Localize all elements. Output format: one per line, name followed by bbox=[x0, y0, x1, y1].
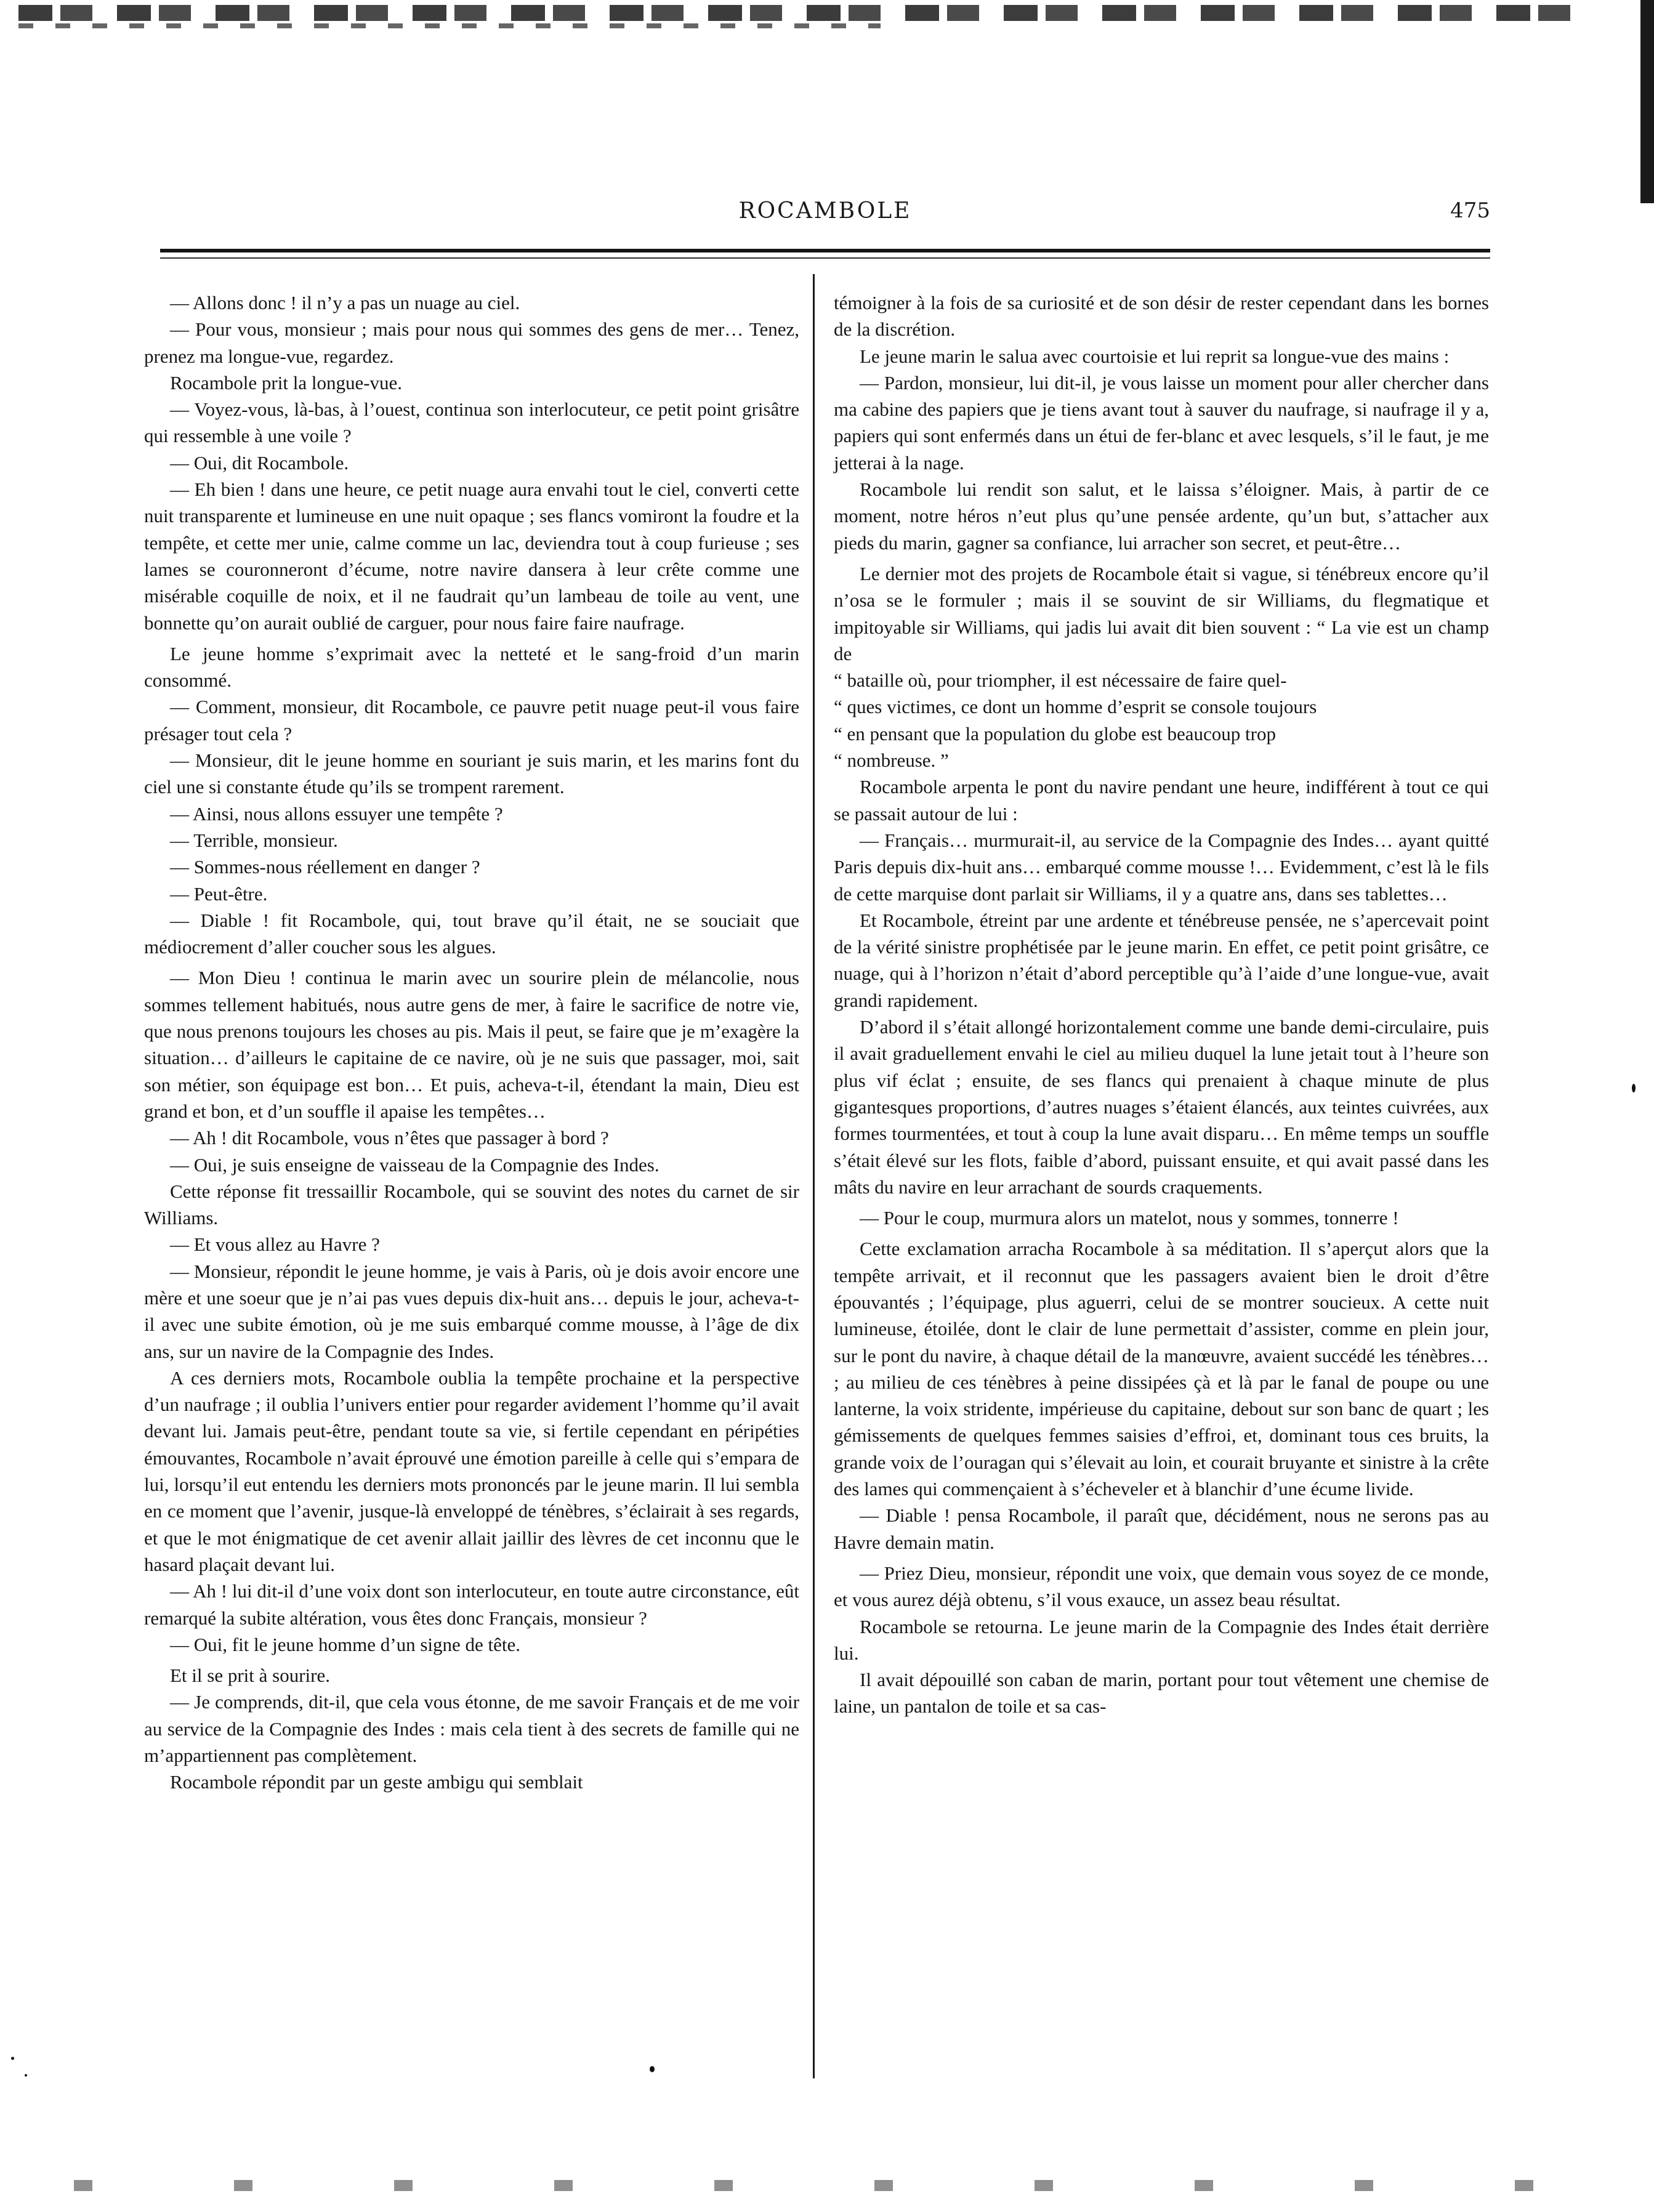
quote-line: “ nombreuse. ” bbox=[834, 749, 949, 772]
running-title: ROCAMBOLE bbox=[738, 198, 912, 224]
scan-right-edge-artifact bbox=[1640, 0, 1654, 203]
paragraph: — Diable ! fit Rocambole, qui, tout brave qu’il était, ne se souciait que médiocrement d’aller coucher sous les algues. bbox=[144, 909, 799, 958]
scan-speck bbox=[11, 2057, 14, 2060]
paragraph: — Monsieur, répondit le jeune homme, je vais à Paris, où je dois avoir encore une mère et une soeur que je n’ai pas vues depuis dix-huit ans… depuis le jour, acheva-t-il avec une subite émotion, où je me suis embarqué comme mousse, à l’âge de dix ans, sur un navire de la Compagnie des Indes. bbox=[144, 1260, 799, 1362]
paragraph: — Monsieur, dit le jeune homme en souriant je suis marin, et les marins font du ciel une si constante étude qu’ils se trompent rarement. bbox=[144, 749, 799, 798]
paragraph: — Oui, dit Rocambole. bbox=[170, 451, 349, 474]
scan-speck bbox=[1632, 1084, 1636, 1092]
paragraph: Le jeune homme s’exprimait avec la netteté et le sang-froid d’un marin consommé. bbox=[144, 642, 799, 692]
paragraph: Et il se prit à sourire. bbox=[170, 1665, 330, 1687]
scan-speck bbox=[650, 2066, 655, 2072]
paragraph: — Priez Dieu, monsieur, répondit une voix, que demain vous soyez de ce monde, et vous aurez déjà obtenu, s’il vous exauce, un assez beau résultat. bbox=[834, 1562, 1489, 1611]
paragraph: — Ah ! dit Rocambole, vous n’êtes que passager à bord ? bbox=[170, 1127, 609, 1149]
paragraph: Il avait dépouillé son caban de marin, portant pour tout vêtement une chemise de laine, un pantalon de toile et sa cas- bbox=[834, 1669, 1489, 1718]
scan-bottom-edge-artifact bbox=[0, 2180, 1654, 2191]
paragraph: — Ainsi, nous allons essuyer une tempête ? bbox=[170, 802, 503, 825]
quote-line: “ bataille où, pour triompher, il est nécessaire de faire quel- bbox=[834, 669, 1287, 692]
paragraph: — Et vous allez au Havre ? bbox=[170, 1233, 380, 1256]
quote-line: “ ques victimes, ce dont un homme d’esprit se console toujours bbox=[834, 696, 1317, 718]
paragraph: — Pour vous, monsieur ; mais pour nous qui sommes des gens de mer… Tenez, prenez ma longue-vue, regardez. bbox=[144, 318, 799, 367]
paragraph: — Comment, monsieur, dit Rocambole, ce pauvre petit nuage peut-il vous faire présager tout cela ? bbox=[144, 696, 799, 745]
paragraph: — Oui, je suis enseigne de vaisseau de la Compagnie des Indes. bbox=[170, 1153, 660, 1176]
page-number: 475 bbox=[1450, 198, 1490, 223]
quote-line: “ en pensant que la population du globe est beaucoup trop bbox=[834, 722, 1276, 745]
paragraph: — Peut-être. bbox=[170, 882, 268, 905]
paragraph: — Pour le coup, murmura alors un matelot, nous y sommes, tonnerre ! bbox=[860, 1207, 1399, 1229]
paragraph: Cette réponse fit tressaillir Rocambole, qui se souvint des notes du carnet de sir Williams. bbox=[144, 1180, 799, 1229]
paragraph: D’abord il s’était allongé horizontalement comme une bande demi-circulaire, puis il avait graduellement envahi le ciel au milieu duquel la lune jetait tout à l’heure son plus vif éclat ; ensuite, de ses flancs qui prenaient à chaque minute de plus gigantesques proportions, d’autres nuages s’étaient élancés, aux teintes cuivrées, aux formes tourmentées, et tout à coup la lune avait disparu… En même temps un souffle s’était élevé sur les flots, faible d’abord, puissant ensuite, et qui avait passé dans les mâts du navire en leur arrachant de sourds craquements. bbox=[834, 1016, 1489, 1198]
paragraph: — Terrible, monsieur. bbox=[170, 829, 338, 851]
paragraph: — Allons donc ! il n’y a pas un nuage au ciel. bbox=[170, 292, 520, 313]
paragraph: — Oui, fit le jeune homme d’un signe de tête. bbox=[170, 1633, 521, 1655]
header-rule-thin bbox=[160, 257, 1490, 259]
paragraph: Rocambole prit la longue-vue. bbox=[170, 371, 403, 394]
paragraph: — Voyez-vous, là-bas, à l’ouest, continua son interlocuteur, ce petit point grisâtre qui ressemble à une voile ? bbox=[144, 398, 799, 447]
paragraph: — Ah ! lui dit-il d’une voix dont son interlocuteur, en toute autre circonstance, eût remarqué la subite altération, vous êtes donc Français, monsieur ? bbox=[144, 1580, 799, 1629]
paragraph: — Français… murmurait-il, au service de la Compagnie des Indes… ayant quitté Paris depuis dix-huit ans… embarqué comme mousse !… Evidemment, c’est là le fils de cette marquise dont parlait sir Williams, il y a quatre ans, dans ses tablettes… bbox=[834, 829, 1489, 905]
paragraph: A ces derniers mots, Rocambole oublia la tempête prochaine et la perspective d’un naufrage ; il oublia l’univers entier pour regarder avidement l’homme qu’il avait devant lui. Jamais peut-être, pendant toute sa vie, si fertile cependant en péripéties émouvantes, Rocambole n’avait éprouvé une émotion pareille à celle qui s’empara de lui, lorsqu’il eut entendu les derniers mots prononcés par le jeune marin. Il lui sembla en ce moment que l’avenir, jusque-là enveloppé de ténèbres, s’éclairait à ses regards, et que le mot énigmatique de cet avenir allait jaillir des lèvres de cet inconnu que le hasard plaçait devant lui. bbox=[144, 1366, 799, 1575]
paragraph: témoigner à la fois de sa curiosité et de son désir de rester cependant dans les bornes de la discrétion. bbox=[834, 292, 1489, 341]
paragraph: — Sommes-nous réellement en danger ? bbox=[170, 856, 480, 878]
paragraph: — Je comprends, dit-il, que cela vous étonne, de me savoir Français et de me voir au service de la Compagnie des Indes : mais cela tient à des secrets de famille qui ne m’appartiennent pas complètement. bbox=[144, 1691, 799, 1767]
text-column-right bbox=[834, 289, 1489, 1720]
paragraph: Cette exclamation arracha Rocambole à sa méditation. Il s’aperçut alors que la tempête arrivait, et il reconnut que les passagers avaient bien le droit d’être épouvantés ; l’équipage, plus aguerri, celui de se montrer soucieux. A cette nuit lumineuse, étoilée, dont le clair de lune permettait d’assister, comme en plein jour, sur le pont du navire, à chaque détail de la manœuvre, avaient succédé les ténèbres… ; au milieu de ces ténèbres à peine dissipées çà et là par le fanal de poupe ou une lanterne, la voix stridente, impérieuse du capitaine, debout sur son banc de quart ; les gémissements de quelques femmes saisies d’effroi, et, dominant tous ces bruits, la grande voix de l’ouragan qui s’élevait au loin, et courait bruyante et sinistre à la crête des lames qui commençaient à s’écheveler et à blanchir d’une écume livide. bbox=[834, 1238, 1489, 1500]
scan-speck bbox=[25, 2074, 27, 2077]
scan-top-edge-artifact bbox=[18, 5, 1595, 21]
paragraph: Le jeune marin le salua avec courtoisie et lui reprit sa longue-vue des mains : bbox=[860, 345, 1450, 367]
column-divider bbox=[813, 274, 815, 2078]
paragraph: Rocambole lui rendit son salut, et le laissa s’éloigner. Mais, à partir de ce moment, notre héros n’eut plus qu’une pensée ardente, qu’un but, s’attacher aux pieds du marin, gagner sa confiance, lui arracher son secret, et peut-être… bbox=[834, 478, 1489, 554]
paragraph: — Eh bien ! dans une heure, ce petit nuage aura envahi tout le ciel, converti cette nuit transparente et lumineuse en une nuit opaque ; ses flancs vomiront la foudre et la tempête, et cette mer unie, calme comme un lac, deviendra tout à coup furieuse ; ses lames se couronneront d’écume, notre navire dansera à leur crête comme une misérable coquille de noix, et il ne faudrait qu’un lambeau de toile au vent, une bonnette qu’on aurait oublié de carguer, pour nous faire faire naufrage. bbox=[144, 478, 799, 634]
paragraph: Rocambole répondit par un geste ambigu qui semblait bbox=[170, 1771, 583, 1793]
paragraph: Et Rocambole, étreint par une ardente et ténébreuse pensée, ne s’apercevait point de la vérité sinistre prophétisée par le jeune marin. En effet, ce petit point grisâtre, ce nuage, qui à l’horizon n’était d’abord perceptible qu’à l’aide d’une longue-vue, avait grandi rapidement. bbox=[834, 909, 1489, 1011]
paragraph: Rocambole arpenta le pont du navire pendant une heure, indifférent à tout ce qui se passait autour de lui : bbox=[834, 776, 1489, 825]
page-header bbox=[160, 198, 1490, 228]
paragraph: — Diable ! pensa Rocambole, il paraît que, décidément, nous ne serons pas au Havre demain matin. bbox=[834, 1504, 1489, 1553]
header-rule-thick bbox=[160, 249, 1490, 252]
paragraph: — Mon Dieu ! continua le marin avec un sourire plein de mélancolie, nous sommes tellement habitués, nous autre gens de mer, à faire le sacrifice de notre vie, que nous prenons toujours les choses au pis. Mais il peut, se faire que je m’exagère la situation… d’ailleurs le capitaine de ce navire, où je ne suis que passager, moi, sait son métier, son équipage est bon… Et puis, acheva-t-il, étendant la main, Dieu est grand et bon, et d’un souffle il apaise les tempêtes… bbox=[144, 967, 799, 1122]
text-column-left bbox=[144, 289, 799, 1796]
paragraph: Le dernier mot des projets de Rocambole était si vague, si ténébreux encore qu’il n’osa se le formuler ; mais il se souvint de sir Williams, du flegmatique et impitoyable sir Williams, qui jadis lui avait dit bien souvent : “ La vie est un champ de bbox=[834, 562, 1489, 664]
paragraph: — Pardon, monsieur, lui dit-il, je vous laisse un moment pour aller chercher dans ma cabine des papiers que je tiens avant tout à sauver du naufrage, si naufrage il y a, papiers qui sont enfermés dans un étui de fer-blanc et avec lesquels, s’il le faut, je me jetterai à la nage. bbox=[834, 371, 1489, 474]
paragraph: Rocambole se retourna. Le jeune marin de la Compagnie des Indes était derrière lui. bbox=[834, 1615, 1489, 1664]
